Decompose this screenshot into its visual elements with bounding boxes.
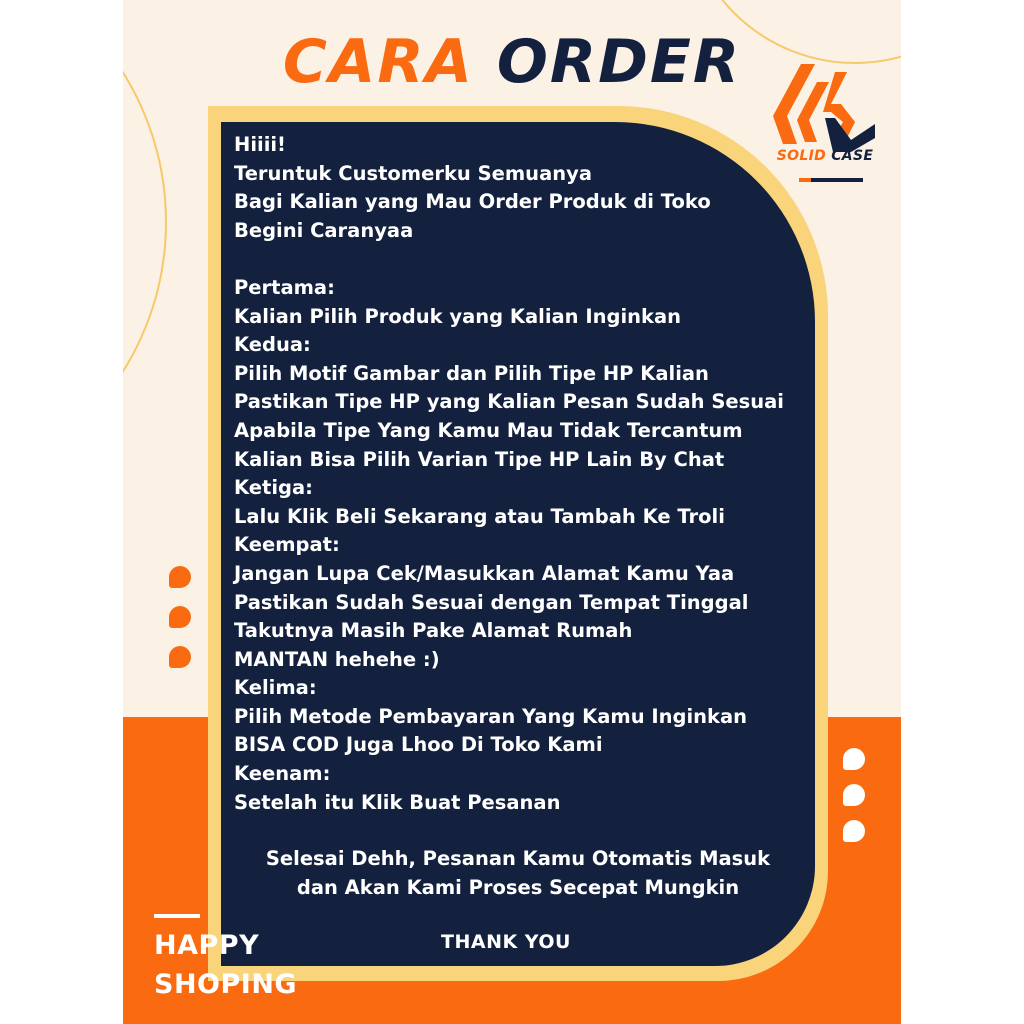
logo-underline xyxy=(811,178,863,182)
message-line: Jangan Lupa Cek/Masukkan Alamat Kamu Yaa xyxy=(234,561,735,585)
message-blank-line xyxy=(234,245,784,274)
happy-line-2: SHOPING xyxy=(154,969,298,1000)
solid-case-logo-icon xyxy=(771,60,879,190)
happy-line-1: HAPPY xyxy=(154,930,260,961)
closing-message xyxy=(221,844,815,902)
logo-wordmark xyxy=(771,148,879,164)
order-steps-text xyxy=(234,131,784,817)
message-line: Kalian Pilih Produk yang Kalian Inginkan xyxy=(234,304,682,328)
logo-word-case: CASE xyxy=(831,148,874,164)
message-line: Pertama: xyxy=(234,275,335,299)
message-line: Bagi Kalian yang Mau Order Produk di Toko xyxy=(234,190,711,214)
message-line: BISA COD Juga Lhoo Di Toko Kami xyxy=(234,733,603,757)
message-line: Pilih Metode Pembayaran Yang Kamu Inginkan xyxy=(234,704,748,728)
message-line: Pilih Motif Gambar dan Pilih Tipe HP Kalian xyxy=(234,361,709,385)
logo-word-solid: SOLID xyxy=(776,148,827,164)
message-line: Keenam: xyxy=(234,762,331,786)
message-line: MANTAN hehehe :) xyxy=(234,647,440,671)
message-line: Ketiga: xyxy=(234,476,313,500)
orange-dot-decoration-2 xyxy=(169,606,191,628)
message-line: Takutnya Masih Pake Alamat Rumah xyxy=(234,619,633,643)
message-line: Teruntuk Customerku Semuanya xyxy=(234,161,592,185)
title-word-cara: CARA xyxy=(282,27,474,97)
message-line: Setelah itu Klik Buat Pesanan xyxy=(234,790,561,814)
closing-line-2: dan Akan Kami Proses Secepat Mungkin xyxy=(296,876,740,899)
order-guide-poster xyxy=(123,0,901,1024)
message-line: Pastikan Sudah Sesuai dengan Tempat Tinggal xyxy=(234,590,749,614)
message-line: Pastikan Tipe HP yang Kalian Pesan Sudah Sesuai xyxy=(234,390,784,414)
title-word-order: ORDER xyxy=(496,27,742,97)
orange-dot-decoration-3 xyxy=(169,646,191,668)
message-line: Hiiii! xyxy=(234,133,286,156)
message-line: Lalu Klik Beli Sekarang atau Tambah Ke Troli xyxy=(234,504,725,528)
white-dot-decoration-3 xyxy=(843,820,865,842)
happy-shoping-divider xyxy=(154,914,200,918)
message-line: Kalian Bisa Pilih Varian Tipe HP Lain By Chat xyxy=(234,447,725,471)
white-dot-decoration-1 xyxy=(843,748,865,770)
white-dot-decoration-2 xyxy=(843,784,865,806)
happy-shoping-text xyxy=(154,926,297,1004)
message-line: Kedua: xyxy=(234,333,311,357)
orange-dot-decoration-1 xyxy=(169,566,191,588)
message-line: Begini Caranyaa xyxy=(234,218,414,242)
message-line: Apabila Tipe Yang Kamu Mau Tidak Tercantum xyxy=(234,418,743,442)
thank-you-text: THANK YOU xyxy=(441,931,571,953)
message-line: Keempat: xyxy=(234,533,340,557)
message-line: Kelima: xyxy=(234,676,317,700)
closing-line-1: Selesai Dehh, Pesanan Kamu Otomatis Masuk xyxy=(265,847,771,870)
